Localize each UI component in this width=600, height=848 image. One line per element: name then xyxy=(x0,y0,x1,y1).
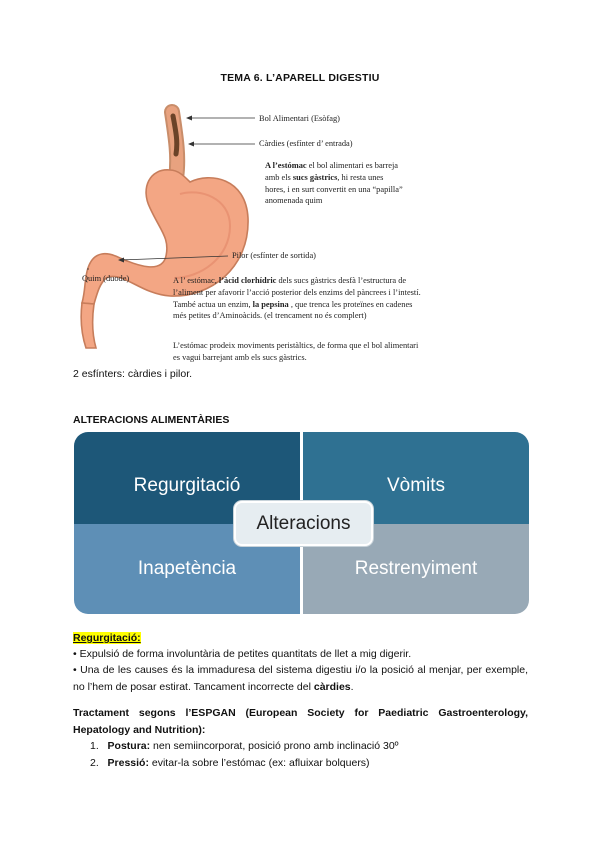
cell-inappetence: Inapetència xyxy=(74,524,300,614)
treatment-heading: Tractament segons l’ESPGAN (European Society for Paediatric Gastroenterology, Hepatology and Nutrition): xyxy=(73,707,528,736)
regurgitation-bullet-1: • Expulsió de forma involuntària de petites quantitats de llet a mig digerir. xyxy=(73,648,412,660)
stomach-illustration xyxy=(80,98,425,366)
regurgitation-bullet-2: • Una de les causes és la immaduresa del sistema digestiu i/o la posició al menjar, per exemple, no l’hem de posar estirat. Tancament incorrecte del càrdies. xyxy=(73,664,528,693)
stomach-figure xyxy=(80,98,425,366)
peristalsis-paragraph: L’estómac prodeix moviments peristàltics, de forma que el bol alimentari es vagui barrejant amb els sucs gàstrics. xyxy=(173,341,419,362)
figure-caption: 2 esfínters: càrdies i pilor. xyxy=(73,368,193,380)
cell-constipation: Restrenyiment xyxy=(303,524,529,614)
cell-vomiting: Vòmits xyxy=(303,432,529,530)
label-bolus: Bol Alimentari (Esòfag) xyxy=(259,114,340,123)
treatment-list xyxy=(90,738,530,772)
section-heading: ALTERACIONS ALIMENTÀRIES xyxy=(73,414,230,426)
label-cardias: Càrdies (esfínter d’ entrada) xyxy=(259,139,353,148)
treatment-item: 2. Pressió: evitar-la sobre l’estómac (ex: afluixar bolquers) xyxy=(90,757,370,769)
label-pylorus: Pilor (esfínter de sortida) xyxy=(232,251,316,260)
alterations-diagram xyxy=(74,432,529,614)
stomach-paragraph: A l’estómac el bol alimentari es barreja amb els sucs gàstrics, hi resta unes hores, i en surt convertit en una “papilla” anomenada quim xyxy=(265,161,403,206)
label-chyme: Quim (duode) xyxy=(82,274,130,283)
regurgitation-heading: Regurgitació: xyxy=(73,632,141,644)
treatment-item: 1. Postura: nen semiincorporat, posició prono amb inclinació 30º xyxy=(90,740,399,752)
acid-paragraph: A l’ estómac, l’àcid clorhídric dels sucs gàstrics desfà l’estructura de l’aliment per afavorir l’acció posterior dels enzims del pàncrees i l’intestí. També actua un enzim, la pepsina , que trenca les proteïnes en cadenes més petites d’Aminoàcids. (el trencament no és complert) xyxy=(173,276,421,321)
diagram-center-label: Alteracions xyxy=(234,501,373,546)
page-title: TEMA 6. L’APARELL DIGESTIU xyxy=(220,72,380,84)
cell-regurgitation: Regurgitació xyxy=(74,432,300,530)
